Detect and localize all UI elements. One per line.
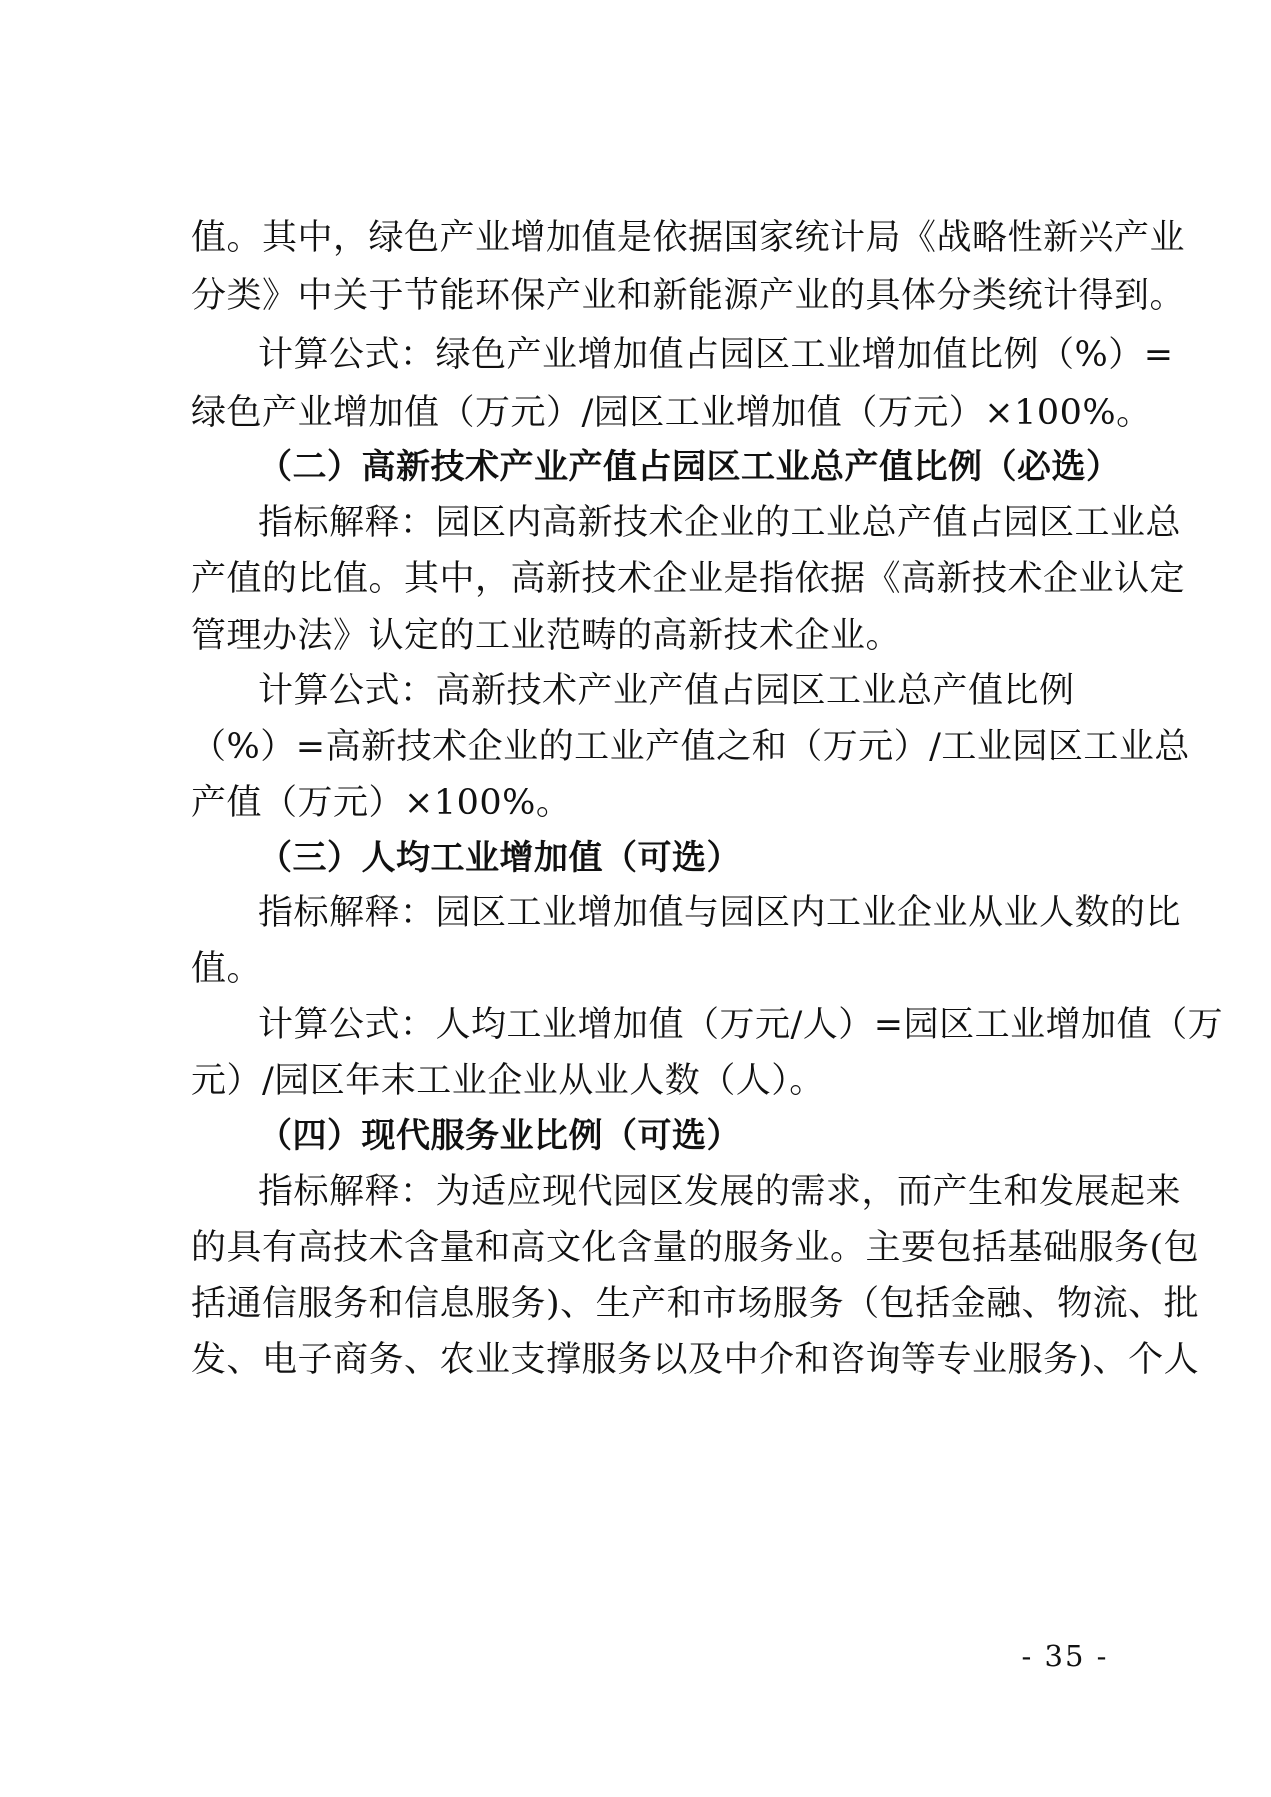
formula-line: （%）=高新技术企业的工业产值之和（万元）/工业园区工业总 — [191, 727, 1190, 767]
formula-line: 产值（万元）×100%。 — [191, 783, 572, 823]
section-heading: （三）人均工业增加值（可选） — [258, 838, 741, 878]
body-text-line: 管理办法》认定的工业范畴的高新技术企业。 — [191, 616, 902, 656]
body-text-line: 产值的比值。其中，高新技术企业是指依据《高新技术企业认定 — [191, 559, 1186, 599]
page-number: - 35 - — [1021, 1639, 1109, 1673]
body-text-line: 发、电子商务、农业支撑服务以及中介和咨询等专业服务)、个人 — [191, 1340, 1200, 1380]
body-text-line: 的具有高技术含量和高文化含量的服务业。主要包括基础服务(包 — [191, 1228, 1200, 1268]
body-text-line: 指标解释：园区工业增加值与园区内工业企业从业人数的比 — [258, 893, 1182, 933]
body-text-line: 括通信服务和信息服务)、生产和市场服务（包括金融、物流、批 — [191, 1284, 1200, 1324]
formula-line: 元）/园区年末工业企业从业人数（人）。 — [191, 1061, 825, 1101]
formula-line: 计算公式：绿色产业增加值占园区工业增加值比例（%）= — [258, 335, 1174, 375]
body-text-line: 值。 — [191, 949, 263, 989]
formula-line: 计算公式：高新技术产业产值占园区工业总产值比例 — [258, 671, 1075, 711]
section-heading: （四）现代服务业比例（可选） — [258, 1116, 741, 1156]
body-text-line: 值。其中，绿色产业增加值是依据国家统计局《战略性新兴产业 — [191, 218, 1186, 258]
body-text-line: 指标解释：园区内高新技术企业的工业总产值占园区工业总 — [258, 503, 1182, 543]
body-text-line: 指标解释：为适应现代园区发展的需求，而产生和发展起来 — [258, 1172, 1182, 1212]
formula-line: 绿色产业增加值（万元）/园区工业增加值（万元）×100%。 — [191, 393, 1152, 433]
body-text-line: 分类》中关于节能环保产业和新能源产业的具体分类统计得到。 — [191, 276, 1186, 316]
section-heading: （二）高新技术产业产值占园区工业总产值比例（必选） — [258, 447, 1121, 487]
formula-line: 计算公式：人均工业增加值（万元/人）=园区工业增加值（万 — [258, 1005, 1224, 1045]
